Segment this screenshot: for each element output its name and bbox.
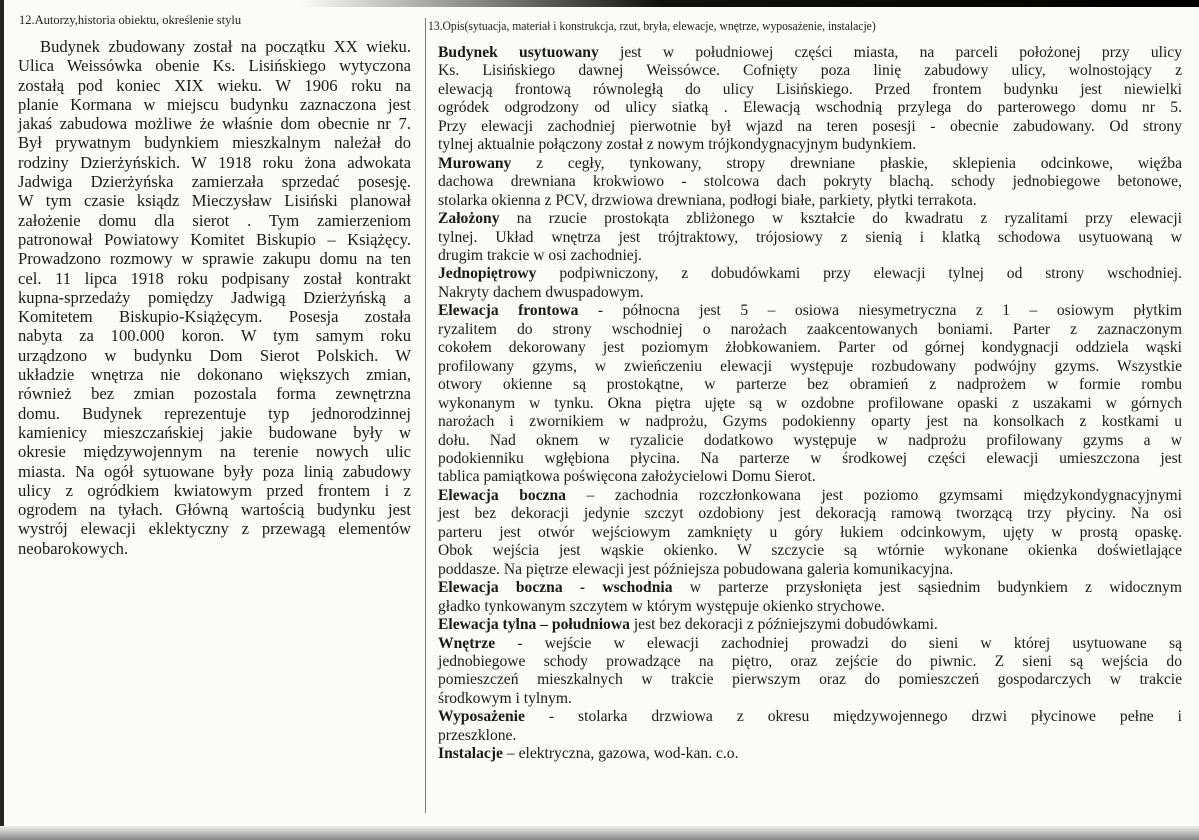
history-text-line: wystrój elewacji eklektyczny z przewagą elementów	[18, 519, 411, 539]
description-text-line	[438, 745, 1182, 763]
paragraph-lead: Wnętrze	[438, 634, 496, 652]
paragraph-lead: Elewacja boczna	[438, 486, 566, 504]
history-text-line: domu. Budynek reprezentuje typ jednorodzinnej	[18, 403, 411, 423]
history-text-line: okresie międzywojennym na terenie nowych ulic	[18, 442, 411, 462]
paragraph-lead: Elewacja frontowa	[438, 302, 579, 320]
paragraph-lead: Wyposażenie	[438, 708, 525, 726]
history-text-line: neobarokowych.	[18, 538, 129, 558]
description-paragraph	[438, 708, 1182, 745]
paragraph-text: - północna jest 5 – osiowa niesymetryczna z 1 – osiowym płytkim	[578, 302, 1182, 320]
description-text-line: jest bez dekoracji jedynie szczyt ozdobiony jest dekoracją ramową tworzącą trzy płyciny. Na osi	[438, 505, 1182, 523]
description-paragraph	[438, 155, 1182, 210]
history-text-line: patronował Powiatowy Komitet Biskupio – Książęcy.	[18, 229, 411, 249]
description-text-line: wykonanym w tynku. Okna piętra ujęte są w ozdobne profilowane opaski z uszakami w górnych	[438, 394, 1182, 412]
history-text-line: Komitetem Biskupio-Książęcym. Posesja została	[18, 307, 411, 327]
paragraph-lead: Murowany	[438, 154, 512, 172]
description-text-line	[438, 579, 1182, 597]
description-text-line	[438, 487, 1182, 505]
history-text-line: nabyta za 100.000 koron. W tym samym roku	[18, 326, 411, 346]
description-text-line: gładko tynkowanym szczytem w którym występuje okienko strychowe.	[438, 597, 885, 615]
history-text-line: Był prywatnym budynkiem mieszkalnym należał do	[18, 133, 411, 153]
description-text-line: ogródek odgrodzony od ulicy siatką . Elewacją wschodnią przylega do parterowego domu nr 5.	[438, 99, 1182, 117]
history-text-line: planie Kormana w miejscu budynku zaznaczona jest	[18, 94, 411, 114]
paragraph-lead: Budynek usytuowany	[438, 44, 599, 61]
paragraph-text: z cegły, tynkowany, stropy drewniane płaskie, sklepienia odcinkowe, więźba	[511, 154, 1182, 172]
scan-left-edge	[0, 0, 4, 840]
description-text-line	[438, 155, 1182, 173]
description-text-line: dołu. Nad oknem w ryzalicie dodatkowo występuje w nadprożu profilowany gzyms a w	[438, 431, 1182, 449]
description-paragraph	[438, 265, 1182, 302]
description-text-line: otwory okienne są prostokątne, w parterze bez obramień z nadprożem w formie rombu	[438, 376, 1182, 394]
description-text-line: Nakryty dachem dwuspadowym.	[438, 283, 644, 301]
description-column	[438, 44, 1182, 764]
description-text-line: narożach i zwornikiem w nadprożu, Gzyms podokienny oparty jest na konsolkach z kostkami u	[438, 413, 1182, 431]
paragraph-text: - wejście w elewacji zachodniej prowadzi do sieni w której usytuowane są	[495, 634, 1182, 652]
description-text-line: dachowa drewniana krokwiowo - stolcowa dach pokryty blachą. schody jednobiegowe betonowe,	[438, 173, 1182, 191]
section-13-header: 13.Opis(sytuacja, materiał i konstrukcja, rzut, bryła, elewacje, wnętrze, wyposażenie, instalacje)	[428, 19, 876, 33]
history-column	[18, 37, 411, 558]
history-text-line: W tym czasie ksiądz Mieczysław Lisiński planował	[18, 191, 411, 211]
description-text-line: podokienniku wgłębiona płycina. Na parterze w środkowej części elewacji umieszczona jest	[438, 449, 1182, 467]
description-text-line: tablica pamiątkowa poświęcona założycielowi Domu Sierot.	[438, 468, 816, 486]
paragraph-lead: Elewacja tylna – południowa	[438, 616, 630, 634]
description-text-line: profilowany gzyms, w zwieńczeniu elewacji występuje rozbudowany podwójny gzyms. Wszystkie	[438, 357, 1182, 375]
description-text-line: tylnej aktualnie połączony został z nowym trójkondygnacyjnym budynkiem.	[438, 136, 917, 154]
history-text-line: rodziny Dzierżyńskich. W 1918 roku żona adwokata	[18, 152, 411, 172]
description-paragraph	[438, 745, 1182, 763]
description-text-line: pomieszczeń mieszkalnych w trakcie pierwszym oraz do pomieszczeń gospodarczych w trakcie	[438, 671, 1182, 689]
history-text-line: ulicy z ogródkiem kwiatowym przed frontem i z	[18, 480, 411, 500]
paragraph-text: - stolarka drzwiowa z okresu międzywojennego drzwi płycinowe pełne i	[524, 708, 1182, 726]
description-text-line	[438, 44, 1182, 62]
description-text-line: cokołem dekorowany jest poziomym żłobkowaniem. Parter od górnej kondygnacji oddziela wąski	[438, 339, 1182, 357]
description-text-line: elewacją frontową równoległą do ulicy Lisińskiego. Przed frontem budynku jest niewielki	[438, 80, 1182, 98]
description-text-line: Ks. Lisińskiego dawnej Weissówce. Cofnięty poza linię zabudowy ulicy, wolnostojący z	[438, 62, 1182, 80]
history-text-line: układzie wnętrza nie dokonano większych zmian,	[18, 365, 411, 385]
description-paragraph	[438, 302, 1182, 487]
description-text-line	[438, 616, 1182, 634]
history-text-line: miasta. Na ogół sytuowane były poza linią zabudowy	[18, 461, 411, 481]
description-text-line: ryzalitem do strony wschodniej o narożach zaakcentowanych boniami. Parter z zaznaczonym	[438, 320, 1182, 338]
paragraph-text: jest w południowej części miasta, na parceli położonej przy ulicy	[598, 44, 1183, 61]
description-text-line: parteru jest otwór wejściowym zamknięty u góry łukiem odcinkowym, ujęty w prostą opaskę.	[438, 523, 1182, 541]
history-text-line: kupna-sprzedaży pomiędzy Jadwigą Dzierżyńską a	[18, 287, 411, 307]
description-text-line	[438, 302, 1182, 320]
history-text-line: kamienicy mieszczańskiej jakie budowane były w	[18, 422, 411, 442]
description-text-line	[438, 635, 1182, 653]
description-text-line: poddasze. Na piętrze elewacji jest późniejsza pobudowana galeria komunikacyjna.	[438, 560, 954, 578]
paragraph-text: podpiwniczony, z dobudówkami przy elewacji tylnej od strony wschodniej.	[536, 265, 1182, 283]
paragraph-lead: Jednopiętrowy	[438, 265, 537, 283]
description-text-line	[438, 265, 1182, 283]
paragraph-text: na rzucie prostokąta zbliżonego w kształcie do kwadratu z ryzalitami przy elewacji	[499, 210, 1182, 228]
paragraph-lead: Założony	[438, 210, 500, 228]
description-text-line	[438, 210, 1182, 228]
scan-bottom-shadow	[0, 826, 1199, 840]
history-text-line: założenie domu dla sierot . Tym zamierzeniom	[18, 210, 411, 230]
description-text-line	[438, 708, 1182, 726]
history-text-line: urządzono w budynku Dom Sierot Polskich. W	[18, 345, 411, 365]
paragraph-text: w parterze przysłonięta jest sąsiednim budynkiem z widocznym	[672, 579, 1182, 597]
description-text-line: stolarka okienna z PCV, drzwiowa drewniana, podłogi białe, parkiety, płytki terrakota.	[438, 191, 977, 209]
history-text-line: również bez zmian pozostala forma zewnętrzna	[18, 384, 411, 404]
description-text-line: Obok wejścia jest wąskie okienko. W szczycie są wtórnie wykonane okienka doświetlające	[438, 542, 1182, 560]
paragraph-text: – elektryczna, gazowa, wod-kan. c.o.	[502, 745, 739, 763]
paragraph-lead: Elewacja boczna - wschodnia	[438, 579, 673, 597]
description-text-line: tylnej. Układ wnętrza jest trójtraktowy, trójosiowy z sienią i klatką schodowa usytuowaną w	[438, 228, 1182, 246]
description-paragraph	[438, 210, 1182, 265]
description-paragraph	[438, 487, 1182, 579]
history-text-line: jakaś zabudowa możliwe że właśnie dom obecnie nr 7.	[18, 114, 411, 134]
description-paragraph	[438, 616, 1182, 634]
description-text-line: środkowym i tylnym.	[438, 689, 572, 707]
history-text-line: zostałą pod koniec XIX wieku. W 1906 roku na	[18, 75, 411, 95]
description-paragraph	[438, 635, 1182, 709]
paragraph-text: – zachodnia rozczłonkowana jest poziomo gzymsami międzykondygnacyjnymi	[565, 486, 1182, 504]
description-paragraph	[438, 44, 1182, 155]
scan-top-shadow	[300, 0, 1199, 7]
history-text-line: Budynek zbudowany został na początku XX wieku.	[40, 37, 411, 56]
history-text-line: cel. 11 lipca 1918 roku podpisany został kontrakt	[18, 268, 411, 288]
description-text-line: drugim trakcie w osi zachodniej.	[438, 246, 642, 264]
paragraph-lead: Instalacje	[438, 745, 503, 763]
history-text-line: Jadwiga Dzierżyńska zamierzała sprzedać posesję.	[18, 172, 411, 192]
column-divider	[425, 18, 426, 813]
paragraph-text: jest bez dekoracji z późniejszymi dobudówkami.	[629, 616, 938, 634]
description-text-line: jednobiegowe schody prowadzące na piętro, oraz zejście do piwnic. Z sieni są wejścia do	[438, 652, 1182, 670]
history-text-line: Ulica Weissówka obenie Ks. Lisińskiego wytyczona	[18, 56, 411, 76]
description-text-line: przeszklone.	[438, 726, 517, 744]
description-paragraph	[438, 579, 1182, 616]
section-12-header: 12.Autorzy,historia obiektu, określenie stylu	[19, 13, 242, 27]
history-text-line: Prowadzono rozmowy w sprawie zakupu domu na ten	[18, 249, 411, 269]
description-text-line: Przy elewacji zachodniej pierwotnie był wjazd na teren posesji - obecnie zabudowany. Od strony	[438, 117, 1182, 135]
history-text-line: ogrodem na tyłach. Główną wartością budynku jest	[18, 500, 411, 520]
